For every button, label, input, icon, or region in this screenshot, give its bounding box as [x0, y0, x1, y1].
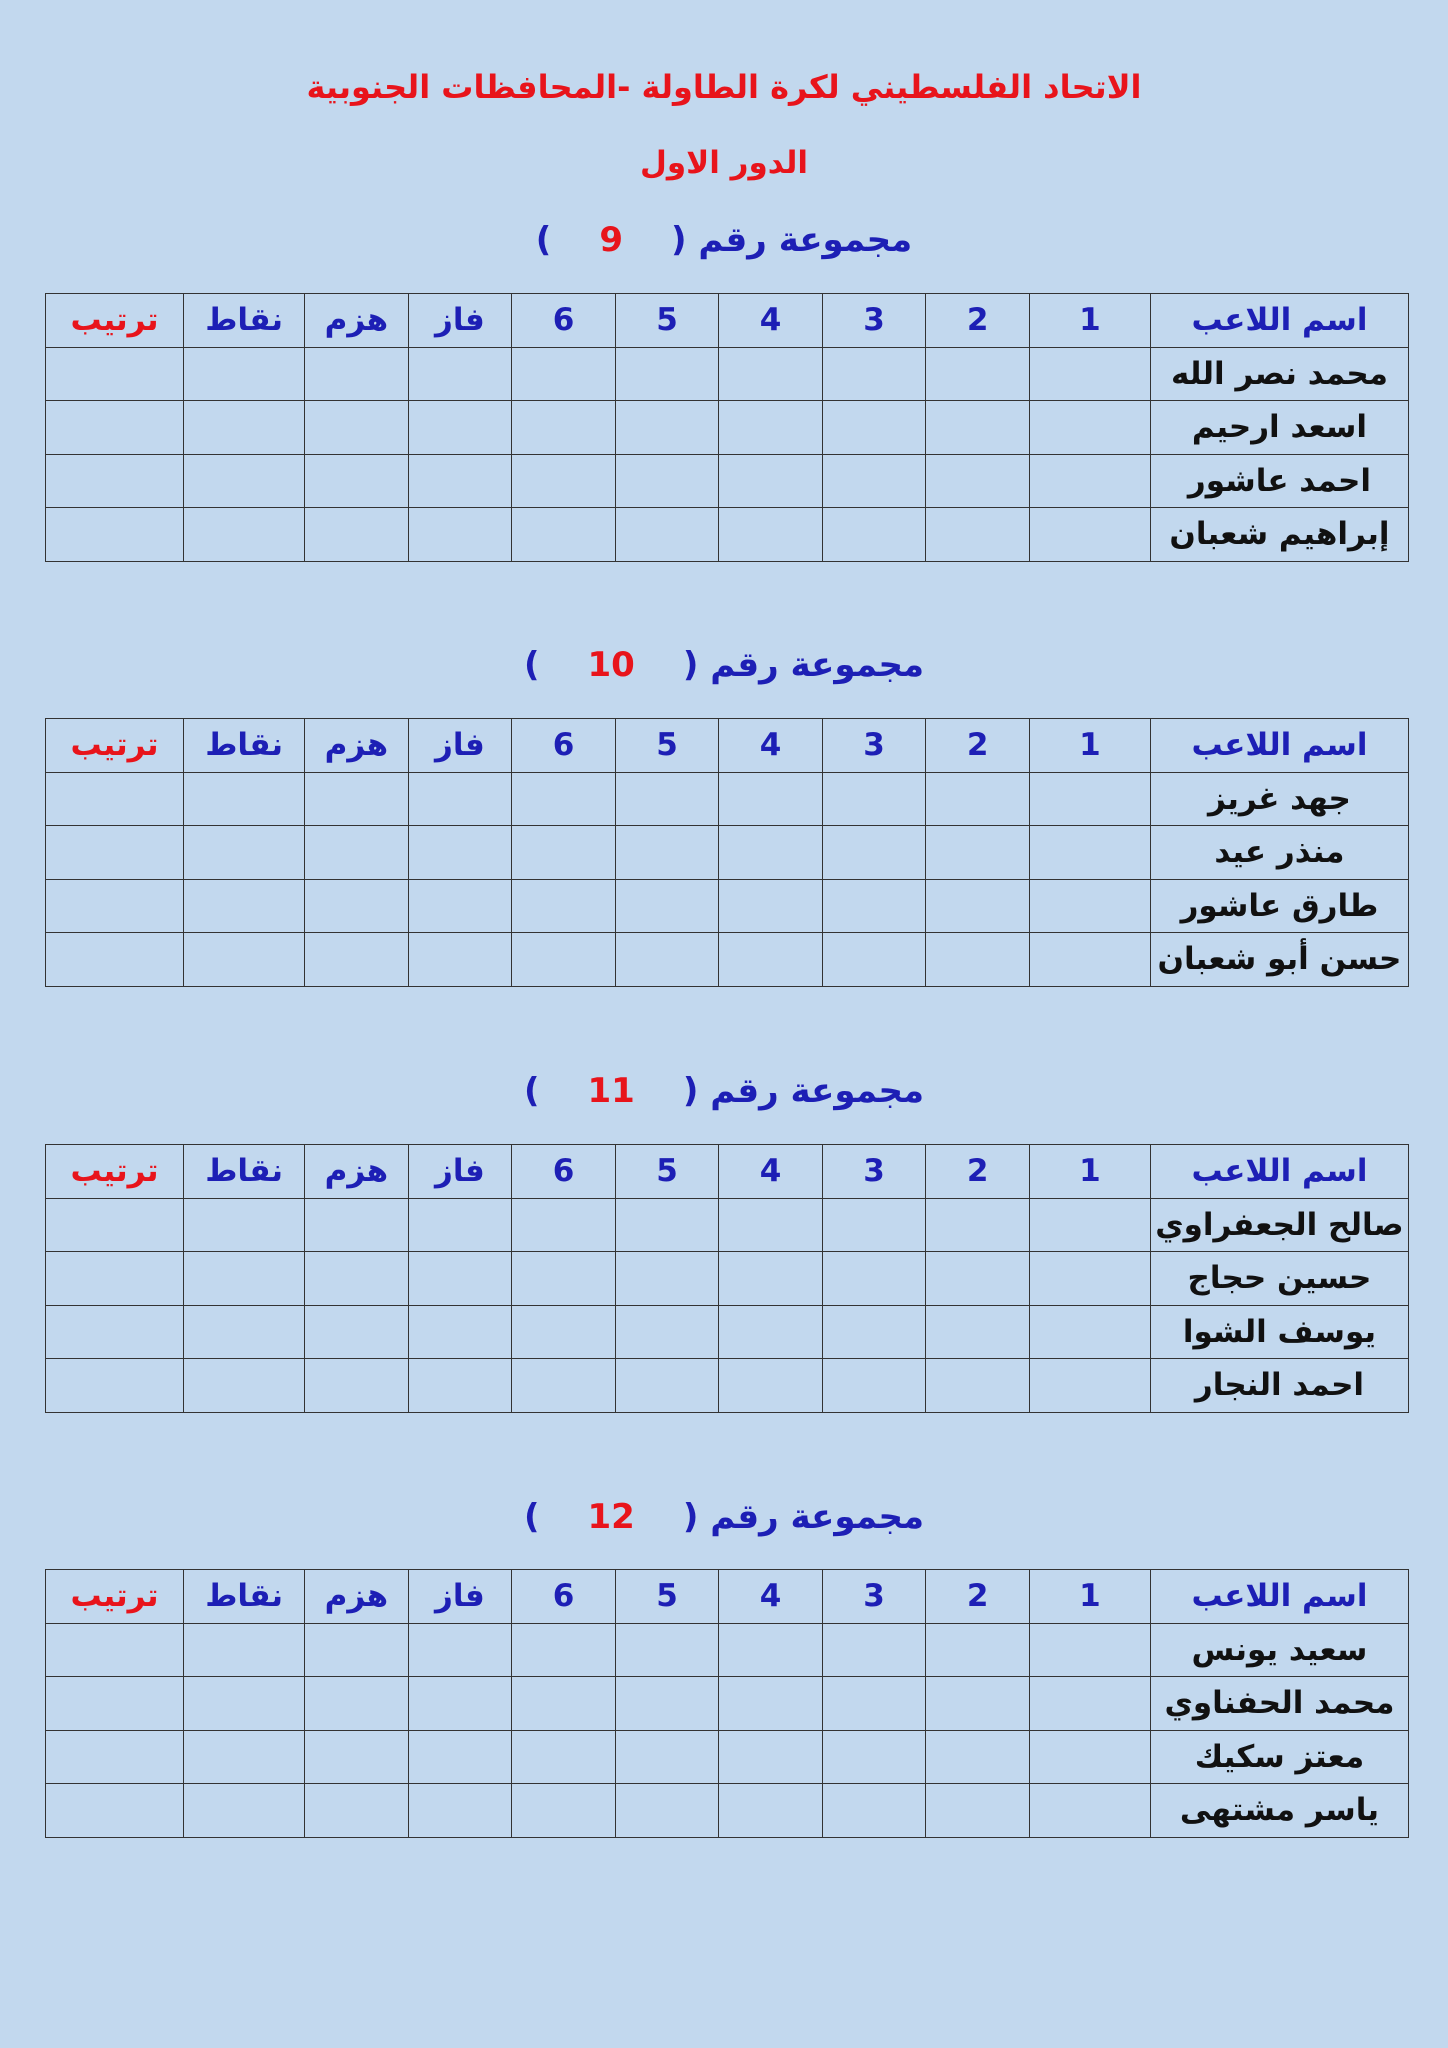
- player-name: يوسف الشوا: [1150, 1305, 1408, 1359]
- score-cell[interactable]: [512, 1305, 616, 1359]
- score-cell[interactable]: [408, 454, 512, 508]
- column-header-m2: 2: [926, 1145, 1030, 1199]
- score-cell[interactable]: [305, 454, 409, 508]
- group-label: مجموعة رقم: [710, 1071, 925, 1111]
- column-header-points: نقاط: [184, 294, 305, 348]
- score-cell[interactable]: [184, 1784, 305, 1838]
- score-cell[interactable]: [719, 454, 823, 508]
- player-name: منذر عيد: [1150, 826, 1408, 880]
- score-cell[interactable]: [822, 1305, 926, 1359]
- score-cell[interactable]: [184, 1623, 305, 1677]
- column-header-m6: 6: [512, 1570, 616, 1624]
- score-cell[interactable]: [719, 1252, 823, 1306]
- score-cell[interactable]: [926, 1252, 1030, 1306]
- column-header-m4: 4: [719, 719, 823, 773]
- column-header-m2: 2: [926, 294, 1030, 348]
- player-name: ياسر مشتهى: [1150, 1784, 1408, 1838]
- score-cell[interactable]: [719, 1198, 823, 1252]
- group-heading: [0, 1066, 1448, 1116]
- score-cell[interactable]: [184, 826, 305, 880]
- score-cell[interactable]: [184, 879, 305, 933]
- score-cell[interactable]: [1029, 1359, 1150, 1413]
- score-cell[interactable]: [46, 1359, 184, 1413]
- score-cell[interactable]: [1029, 1677, 1150, 1731]
- column-header-m1: 1: [1029, 1145, 1150, 1199]
- score-cell[interactable]: [615, 1198, 719, 1252]
- player-name: صالح الجعفراوي: [1150, 1198, 1408, 1252]
- score-cell[interactable]: [719, 1730, 823, 1784]
- table-row: [46, 1305, 1409, 1359]
- score-cell[interactable]: [926, 933, 1030, 987]
- table-row: [46, 347, 1409, 401]
- column-header-rank: ترتيب: [46, 1145, 184, 1199]
- score-cell[interactable]: [822, 933, 926, 987]
- score-cell[interactable]: [1029, 454, 1150, 508]
- score-cell[interactable]: [1029, 1730, 1150, 1784]
- column-header-m5: 5: [615, 1145, 719, 1199]
- score-cell[interactable]: [822, 1677, 926, 1731]
- column-header-points: نقاط: [184, 719, 305, 773]
- score-cell[interactable]: [184, 1677, 305, 1731]
- score-cell[interactable]: [926, 401, 1030, 455]
- score-cell[interactable]: [408, 1784, 512, 1838]
- score-cell[interactable]: [926, 879, 1030, 933]
- score-cell[interactable]: [926, 1623, 1030, 1677]
- column-header-m1: 1: [1029, 1570, 1150, 1624]
- player-name: جهد غريز: [1150, 772, 1408, 826]
- score-cell[interactable]: [822, 772, 926, 826]
- score-cell[interactable]: [46, 347, 184, 401]
- score-cell[interactable]: [1029, 1623, 1150, 1677]
- column-header-lost: هزم: [305, 719, 409, 773]
- score-cell[interactable]: [719, 772, 823, 826]
- player-name: حسين حجاج: [1150, 1252, 1408, 1306]
- group-table: [45, 718, 1409, 987]
- column-header-m3: 3: [822, 294, 926, 348]
- round-title: الدور الاول: [640, 145, 808, 181]
- column-header-rank: ترتيب: [46, 1570, 184, 1624]
- score-cell[interactable]: [46, 772, 184, 826]
- score-cell[interactable]: [1029, 508, 1150, 562]
- score-cell[interactable]: [1029, 1198, 1150, 1252]
- score-cell[interactable]: [408, 347, 512, 401]
- score-cell[interactable]: [46, 1730, 184, 1784]
- score-cell[interactable]: [305, 826, 409, 880]
- header-row: [46, 1570, 1409, 1624]
- score-cell[interactable]: [184, 1730, 305, 1784]
- table-row: [46, 508, 1409, 562]
- group-number: 9: [599, 220, 623, 260]
- score-cell[interactable]: [1029, 933, 1150, 987]
- score-cell[interactable]: [822, 401, 926, 455]
- score-cell[interactable]: [719, 1305, 823, 1359]
- score-cell[interactable]: [305, 1623, 409, 1677]
- column-header-m5: 5: [615, 294, 719, 348]
- group-number: 10: [587, 645, 635, 685]
- score-cell[interactable]: [822, 1359, 926, 1413]
- score-cell[interactable]: [926, 772, 1030, 826]
- score-cell[interactable]: [615, 1359, 719, 1413]
- score-cell[interactable]: [822, 826, 926, 880]
- score-cell[interactable]: [1029, 347, 1150, 401]
- score-cell[interactable]: [184, 1252, 305, 1306]
- score-cell[interactable]: [615, 347, 719, 401]
- column-header-won: فاز: [408, 1570, 512, 1624]
- score-cell[interactable]: [719, 879, 823, 933]
- score-cell[interactable]: [719, 401, 823, 455]
- score-cell[interactable]: [46, 401, 184, 455]
- column-header-m3: 3: [822, 1145, 926, 1199]
- score-cell[interactable]: [822, 1252, 926, 1306]
- score-cell[interactable]: [184, 347, 305, 401]
- score-cell[interactable]: [719, 1784, 823, 1838]
- score-cell[interactable]: [1029, 826, 1150, 880]
- score-cell[interactable]: [305, 1730, 409, 1784]
- score-cell[interactable]: [46, 508, 184, 562]
- score-cell[interactable]: [408, 1198, 512, 1252]
- score-cell[interactable]: [615, 1305, 719, 1359]
- score-cell[interactable]: [408, 826, 512, 880]
- header-row: [46, 1145, 1409, 1199]
- score-cell[interactable]: [305, 347, 409, 401]
- table-row: [46, 772, 1409, 826]
- score-cell[interactable]: [512, 879, 616, 933]
- table-row: [46, 826, 1409, 880]
- score-cell[interactable]: [408, 1252, 512, 1306]
- player-name: إبراهيم شعبان: [1150, 508, 1408, 562]
- score-cell[interactable]: [822, 454, 926, 508]
- column-header-m4: 4: [719, 1570, 823, 1624]
- open-paren: (: [682, 1071, 711, 1111]
- column-header-m1: 1: [1029, 719, 1150, 773]
- close-paren: ): [535, 220, 552, 260]
- column-header-lost: هزم: [305, 1145, 409, 1199]
- column-header-won: فاز: [408, 1145, 512, 1199]
- score-cell[interactable]: [926, 826, 1030, 880]
- score-cell[interactable]: [615, 826, 719, 880]
- score-cell[interactable]: [926, 1677, 1030, 1731]
- score-cell[interactable]: [926, 1305, 1030, 1359]
- column-header-player: اسم اللاعب: [1150, 294, 1408, 348]
- open-paren: (: [670, 220, 699, 260]
- score-cell[interactable]: [305, 933, 409, 987]
- score-cell[interactable]: [305, 401, 409, 455]
- header-row: [46, 719, 1409, 773]
- group-label: مجموعة رقم: [710, 645, 925, 685]
- score-cell[interactable]: [512, 826, 616, 880]
- table-row: [46, 1252, 1409, 1306]
- score-cell[interactable]: [46, 826, 184, 880]
- score-cell[interactable]: [1029, 1305, 1150, 1359]
- score-cell[interactable]: [408, 933, 512, 987]
- group-heading: [0, 640, 1448, 690]
- score-cell[interactable]: [615, 508, 719, 562]
- table-row: [46, 1623, 1409, 1677]
- player-name: اسعد ارحيم: [1150, 401, 1408, 455]
- column-header-m6: 6: [512, 294, 616, 348]
- player-name: احمد عاشور: [1150, 454, 1408, 508]
- score-cell[interactable]: [184, 508, 305, 562]
- score-cell[interactable]: [305, 508, 409, 562]
- score-cell[interactable]: [408, 1623, 512, 1677]
- close-paren: ): [523, 1071, 540, 1111]
- score-cell[interactable]: [184, 933, 305, 987]
- column-header-rank: ترتيب: [46, 719, 184, 773]
- score-cell[interactable]: [305, 1198, 409, 1252]
- close-paren: ): [523, 645, 540, 685]
- score-cell[interactable]: [719, 508, 823, 562]
- score-cell[interactable]: [512, 772, 616, 826]
- score-cell[interactable]: [512, 933, 616, 987]
- table-row: [46, 933, 1409, 987]
- group-table: [45, 1569, 1409, 1838]
- score-cell[interactable]: [512, 1252, 616, 1306]
- score-cell[interactable]: [305, 1252, 409, 1306]
- column-header-points: نقاط: [184, 1145, 305, 1199]
- score-cell[interactable]: [305, 772, 409, 826]
- score-cell[interactable]: [512, 508, 616, 562]
- score-cell[interactable]: [46, 933, 184, 987]
- group-label: مجموعة رقم: [710, 1497, 925, 1537]
- score-cell[interactable]: [822, 508, 926, 562]
- table-row: [46, 1198, 1409, 1252]
- score-cell[interactable]: [305, 879, 409, 933]
- score-cell[interactable]: [615, 401, 719, 455]
- score-cell[interactable]: [408, 1677, 512, 1731]
- group-heading: [0, 1492, 1448, 1542]
- table-row: [46, 1784, 1409, 1838]
- group-number: 11: [587, 1071, 635, 1111]
- header-row: [46, 294, 1409, 348]
- column-header-lost: هزم: [305, 1570, 409, 1624]
- player-name: حسن أبو شعبان: [1150, 933, 1408, 987]
- group-table: [45, 293, 1409, 562]
- column-header-points: نقاط: [184, 1570, 305, 1624]
- column-header-m3: 3: [822, 719, 926, 773]
- score-cell[interactable]: [512, 1677, 616, 1731]
- column-header-m1: 1: [1029, 294, 1150, 348]
- score-cell[interactable]: [512, 1623, 616, 1677]
- score-cell[interactable]: [615, 879, 719, 933]
- score-cell[interactable]: [615, 1677, 719, 1731]
- score-cell[interactable]: [1029, 879, 1150, 933]
- score-cell[interactable]: [512, 1359, 616, 1413]
- score-cell[interactable]: [184, 1305, 305, 1359]
- score-cell[interactable]: [408, 1730, 512, 1784]
- open-paren: (: [682, 1497, 711, 1537]
- player-name: محمد نصر الله: [1150, 347, 1408, 401]
- score-cell[interactable]: [46, 1252, 184, 1306]
- score-cell[interactable]: [822, 879, 926, 933]
- score-cell[interactable]: [615, 454, 719, 508]
- score-cell[interactable]: [305, 1784, 409, 1838]
- player-name: محمد الحفناوي: [1150, 1677, 1408, 1731]
- score-cell[interactable]: [822, 1784, 926, 1838]
- column-header-m5: 5: [615, 719, 719, 773]
- score-cell[interactable]: [822, 347, 926, 401]
- score-cell[interactable]: [615, 1623, 719, 1677]
- score-cell[interactable]: [408, 1359, 512, 1413]
- score-cell[interactable]: [822, 1198, 926, 1252]
- player-name: احمد النجار: [1150, 1359, 1408, 1413]
- score-cell[interactable]: [719, 826, 823, 880]
- column-header-m2: 2: [926, 719, 1030, 773]
- column-header-m6: 6: [512, 719, 616, 773]
- score-cell[interactable]: [1029, 1252, 1150, 1306]
- score-cell[interactable]: [926, 1784, 1030, 1838]
- table-row: [46, 1359, 1409, 1413]
- player-name: طارق عاشور: [1150, 879, 1408, 933]
- score-cell[interactable]: [184, 1198, 305, 1252]
- column-header-m4: 4: [719, 1145, 823, 1199]
- column-header-won: فاز: [408, 294, 512, 348]
- score-cell[interactable]: [46, 1677, 184, 1731]
- score-cell[interactable]: [926, 1359, 1030, 1413]
- score-cell[interactable]: [822, 1623, 926, 1677]
- table-row: [46, 454, 1409, 508]
- score-cell[interactable]: [408, 772, 512, 826]
- score-cell[interactable]: [822, 1730, 926, 1784]
- score-cell[interactable]: [305, 1359, 409, 1413]
- table-row: [46, 1677, 1409, 1731]
- score-cell[interactable]: [512, 1198, 616, 1252]
- column-header-player: اسم اللاعب: [1150, 719, 1408, 773]
- score-cell[interactable]: [615, 933, 719, 987]
- score-cell[interactable]: [408, 1305, 512, 1359]
- table-row: [46, 401, 1409, 455]
- score-cell[interactable]: [46, 1784, 184, 1838]
- score-cell[interactable]: [408, 401, 512, 455]
- score-cell[interactable]: [184, 454, 305, 508]
- score-cell[interactable]: [615, 1252, 719, 1306]
- table-row: [46, 879, 1409, 933]
- score-cell[interactable]: [305, 1305, 409, 1359]
- score-cell[interactable]: [512, 401, 616, 455]
- column-header-player: اسم اللاعب: [1150, 1145, 1408, 1199]
- column-header-m6: 6: [512, 1145, 616, 1199]
- score-cell[interactable]: [926, 508, 1030, 562]
- score-cell[interactable]: [46, 1198, 184, 1252]
- score-cell[interactable]: [1029, 772, 1150, 826]
- score-cell[interactable]: [719, 933, 823, 987]
- score-cell[interactable]: [926, 347, 1030, 401]
- score-cell[interactable]: [615, 1784, 719, 1838]
- group-heading: [0, 215, 1448, 265]
- score-cell[interactable]: [926, 454, 1030, 508]
- score-cell[interactable]: [305, 1677, 409, 1731]
- score-cell[interactable]: [46, 1305, 184, 1359]
- score-cell[interactable]: [719, 1623, 823, 1677]
- column-header-m3: 3: [822, 1570, 926, 1624]
- score-cell[interactable]: [408, 508, 512, 562]
- score-cell[interactable]: [615, 772, 719, 826]
- column-header-lost: هزم: [305, 294, 409, 348]
- player-name: معتز سكيك: [1150, 1730, 1408, 1784]
- score-cell[interactable]: [719, 1677, 823, 1731]
- column-header-player: اسم اللاعب: [1150, 1570, 1408, 1624]
- score-cell[interactable]: [184, 401, 305, 455]
- score-cell[interactable]: [615, 1730, 719, 1784]
- score-cell[interactable]: [184, 1359, 305, 1413]
- page-title: الاتحاد الفلسطيني لكرة الطاولة -المحافظات الجنوبية: [306, 68, 1142, 106]
- score-cell[interactable]: [1029, 1784, 1150, 1838]
- score-cell[interactable]: [926, 1198, 1030, 1252]
- score-cell[interactable]: [512, 454, 616, 508]
- group-number: 12: [587, 1497, 635, 1537]
- score-cell[interactable]: [184, 772, 305, 826]
- score-cell[interactable]: [512, 347, 616, 401]
- score-cell[interactable]: [719, 347, 823, 401]
- score-cell[interactable]: [408, 879, 512, 933]
- player-name: سعيد يونس: [1150, 1623, 1408, 1677]
- score-cell[interactable]: [1029, 401, 1150, 455]
- table-row: [46, 1730, 1409, 1784]
- close-paren: ): [523, 1497, 540, 1537]
- column-header-m5: 5: [615, 1570, 719, 1624]
- score-cell[interactable]: [46, 879, 184, 933]
- group-table: [45, 1144, 1409, 1413]
- column-header-won: فاز: [408, 719, 512, 773]
- column-header-m2: 2: [926, 1570, 1030, 1624]
- score-cell[interactable]: [926, 1730, 1030, 1784]
- column-header-rank: ترتيب: [46, 294, 184, 348]
- score-cell[interactable]: [512, 1730, 616, 1784]
- group-label: مجموعة رقم: [698, 220, 913, 260]
- score-cell[interactable]: [719, 1359, 823, 1413]
- column-header-m4: 4: [719, 294, 823, 348]
- score-cell[interactable]: [512, 1784, 616, 1838]
- score-cell[interactable]: [46, 1623, 184, 1677]
- score-cell[interactable]: [46, 454, 184, 508]
- open-paren: (: [682, 645, 711, 685]
